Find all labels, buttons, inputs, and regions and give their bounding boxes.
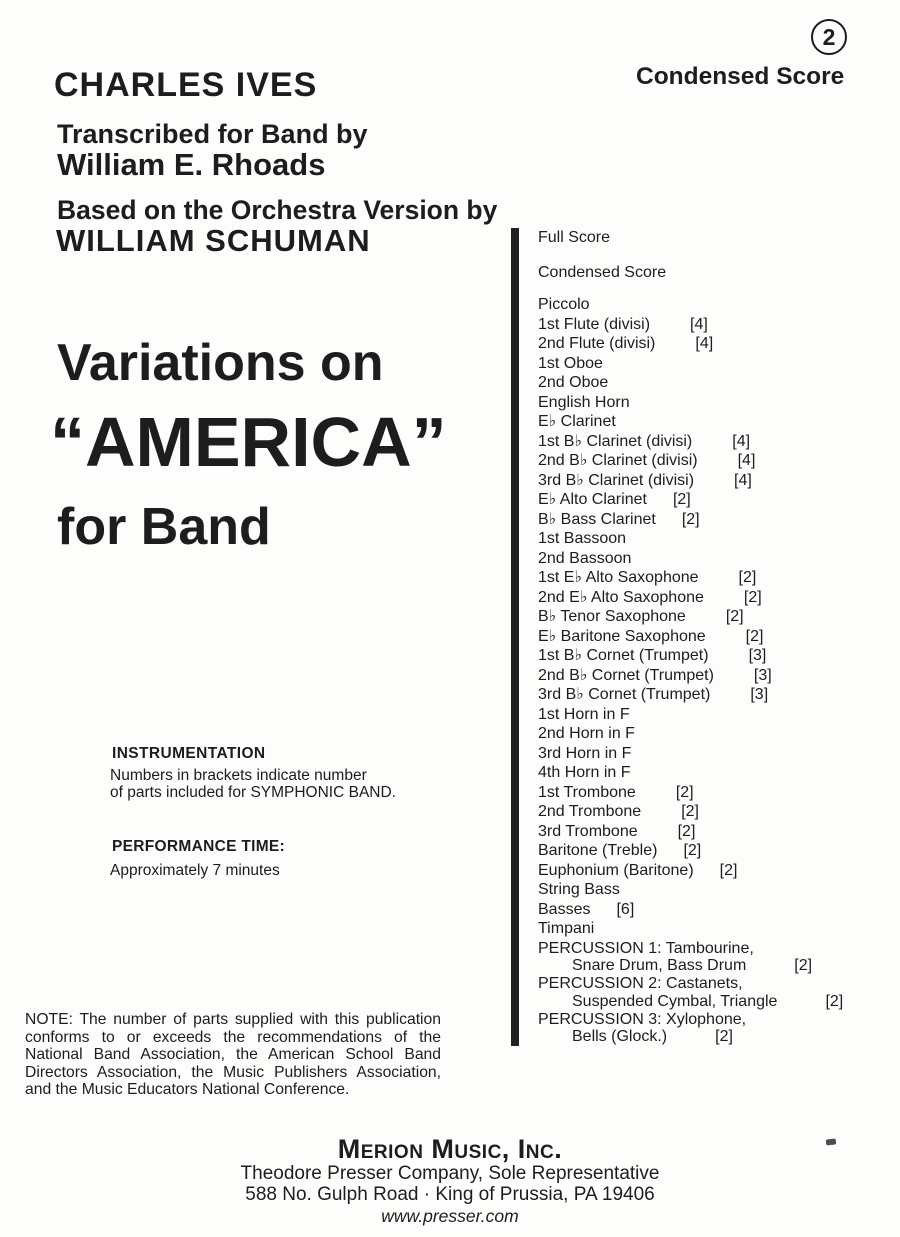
instrument-label: 1st Horn in F: [538, 705, 630, 723]
instrument-part-count: [4]: [690, 315, 708, 333]
instrumentation-body-line1: Numbers in brackets indicate number: [110, 767, 367, 784]
instrument-label: 1st B♭ Clarinet (divisi): [538, 432, 693, 450]
scan-artifact-mark: [826, 1138, 837, 1145]
title-line-1: Variations on: [57, 334, 384, 392]
instrument-part-count: [2]: [738, 569, 757, 586]
instrument-row: [538, 529, 843, 549]
score-type-label: Condensed Score: [636, 63, 845, 90]
instrument-row: [538, 295, 843, 315]
instrumentation-heading: INSTRUMENTATION: [112, 745, 266, 762]
instrument-label: 1st Trombone: [538, 783, 636, 801]
instrument-part-count: [2]: [715, 1028, 733, 1045]
instrument-label: PERCUSSION 1: Tambourine,: [538, 939, 754, 957]
instrument-part-count: [4]: [734, 471, 752, 489]
instrument-row: [538, 393, 843, 413]
instrument-row: [538, 412, 843, 432]
instrument-part-count: [2]: [825, 992, 844, 1010]
instrument-row: [538, 471, 843, 491]
instrument-label: 2nd Trombone: [538, 803, 642, 820]
instrument-part-count: [4]: [732, 432, 751, 450]
instrument-label: Condensed Score: [538, 263, 667, 281]
instrument-row: [538, 432, 843, 452]
plate-number-badge: [811, 19, 847, 55]
instrument-row: [538, 263, 843, 283]
instrument-row: [538, 685, 843, 705]
instrument-label: 2nd B♭ Clarinet (divisi): [538, 452, 698, 469]
instrument-label: Euphonium (Baritone): [538, 861, 694, 879]
instrument-part-count: [2]: [677, 822, 696, 840]
performance-time-heading: PERFORMANCE TIME:: [112, 838, 286, 855]
instrument-label: 2nd Horn in F: [538, 725, 635, 742]
instrument-part-count: [2]: [719, 861, 738, 879]
instrument-row: [538, 451, 843, 471]
instrument-label: 1st Bassoon: [538, 530, 627, 547]
instrument-row: [538, 763, 843, 783]
instrument-part-count: [2]: [745, 627, 764, 645]
instrument-label: Baritone (Treble): [538, 842, 658, 859]
publisher-block: [0, 1135, 900, 1227]
instrument-label: Snare Drum, Bass Drum: [572, 957, 747, 974]
orchestrator-name: WILLIAM SCHUMAN: [56, 223, 371, 258]
instrumentation-body-line2: of parts included for SYMPHONIC BAND.: [110, 783, 396, 801]
instrument-label: B♭ Tenor Saxophone: [538, 608, 686, 625]
instrument-label: 3rd B♭ Clarinet (divisi): [538, 471, 695, 489]
instrument-list: [538, 228, 843, 1045]
instrument-part-count: [4]: [737, 452, 756, 469]
instrument-label: 2nd E♭ Alto Saxophone: [538, 588, 704, 606]
instrument-group: [538, 295, 843, 1045]
instrument-part-count: [3]: [748, 647, 767, 664]
instrument-label: 2nd Bassoon: [538, 549, 632, 567]
instrument-row: [538, 880, 843, 900]
transcriber-name: William E. Rhoads: [57, 147, 326, 182]
instrument-part-count: [3]: [750, 686, 769, 703]
instrument-part-count: [2]: [675, 783, 694, 801]
instrument-label: Timpani: [538, 920, 595, 937]
instrument-label: 3rd B♭ Cornet (Trumpet): [538, 686, 711, 703]
instrument-label: 2nd Oboe: [538, 374, 609, 391]
instrument-label: Full Score: [538, 229, 611, 246]
instrument-label: 1st Oboe: [538, 354, 603, 372]
instrument-part-count: [2]: [681, 510, 700, 528]
instrument-row: [538, 568, 843, 588]
instrument-row: [538, 861, 843, 881]
instrument-label: E♭ Baritone Saxophone: [538, 627, 706, 645]
instrument-label: 3rd Horn in F: [538, 744, 632, 762]
instrument-row: [538, 939, 843, 959]
instrument-label: Piccolo: [538, 296, 590, 313]
instrumentation-body: [110, 768, 396, 801]
performance-time-value: Approximately 7 minutes: [110, 862, 280, 879]
instrument-row: [538, 900, 843, 920]
publisher-representative: Theodore Presser Company, Sole Representative: [240, 1163, 660, 1184]
title-line-3: for Band: [57, 498, 271, 556]
instrument-row: [538, 802, 843, 822]
instrument-label: PERCUSSION 3: Xylophone,: [538, 1010, 747, 1028]
instrument-label: Bells (Glock.): [572, 1028, 668, 1045]
publisher-website: www.presser.com: [381, 1206, 519, 1226]
instrument-row: [538, 373, 843, 393]
instrument-row: [538, 974, 843, 994]
instrument-row: [538, 490, 843, 510]
instrument-part-count: [2]: [725, 608, 744, 625]
instrument-part-count: [6]: [616, 900, 635, 918]
instrument-row: [538, 1010, 843, 1030]
instrument-row: [538, 994, 843, 1010]
instrument-row: [538, 334, 843, 354]
instrument-part-count: [4]: [695, 335, 714, 352]
instrument-label: 2nd B♭ Cornet (Trumpet): [538, 666, 714, 684]
instrument-label: 1st E♭ Alto Saxophone: [538, 569, 699, 586]
instrument-part-count: [2]: [681, 803, 699, 820]
instrument-label: E♭ Clarinet: [538, 413, 616, 430]
instrument-row: [538, 822, 843, 842]
instrument-label: Basses: [538, 900, 591, 918]
instrument-row: [538, 627, 843, 647]
parts-note-paragraph: NOTE: The number of parts supplied with this publication conforms to or exceeds the recommendations of the National Band Association, the American School Band Directors Association, the Music Publishers Association, and the Music Educators National Conference.: [25, 1011, 441, 1099]
instrument-row: [538, 1029, 843, 1045]
publisher-address: 588 No. Gulph Road · King of Prussia, PA 19406: [245, 1184, 655, 1205]
instrument-label: 3rd Trombone: [538, 822, 638, 840]
instrument-label: Suspended Cymbal, Triangle: [572, 992, 778, 1010]
instrument-label: 2nd Flute (divisi): [538, 335, 656, 352]
instrument-group: [538, 263, 843, 283]
plate-number: 2: [822, 23, 836, 50]
instrument-part-count: [2]: [743, 588, 762, 606]
title-line-2: “AMERICA”: [50, 403, 447, 481]
instrument-row: [538, 783, 843, 803]
instrument-label: 4th Horn in F: [538, 764, 631, 781]
composer-name: CHARLES IVES: [54, 66, 318, 104]
instrument-row: [538, 919, 843, 939]
instrument-row: [538, 549, 843, 569]
instrument-label: String Bass: [538, 881, 620, 898]
instrument-label: PERCUSSION 2: Castanets,: [538, 975, 743, 992]
instrument-row: [538, 228, 843, 248]
instrument-row: [538, 315, 843, 335]
instrument-label: 1st B♭ Cornet (Trumpet): [538, 647, 709, 664]
instrument-row: [538, 510, 843, 530]
instrument-list-divider: [511, 228, 519, 1046]
instrument-row: [538, 607, 843, 627]
instrument-row: [538, 841, 843, 861]
instrument-group: [538, 228, 843, 248]
instrument-row: [538, 724, 843, 744]
instrument-row: [538, 705, 843, 725]
instrument-row: [538, 354, 843, 374]
instrument-part-count: [2]: [672, 491, 691, 508]
instrument-row: [538, 646, 843, 666]
instrument-row: [538, 666, 843, 686]
instrument-label: English Horn: [538, 393, 630, 411]
instrument-label: 1st Flute (divisi): [538, 315, 651, 333]
publisher-name: Merion Music, Inc.: [337, 1134, 563, 1164]
orchestra-version-line: Based on the Orchestra Version by: [57, 195, 498, 225]
instrument-row: [538, 588, 843, 608]
instrument-part-count: [2]: [794, 957, 813, 974]
instrument-part-count: [3]: [753, 666, 772, 684]
instrument-row: [538, 958, 843, 974]
instrument-part-count: [2]: [683, 842, 702, 859]
instrument-label: B♭ Bass Clarinet: [538, 510, 656, 528]
instrument-row: [538, 744, 843, 764]
transcription-credit-line: Transcribed for Band by: [57, 119, 368, 149]
instrument-label: E♭ Alto Clarinet: [538, 491, 647, 508]
